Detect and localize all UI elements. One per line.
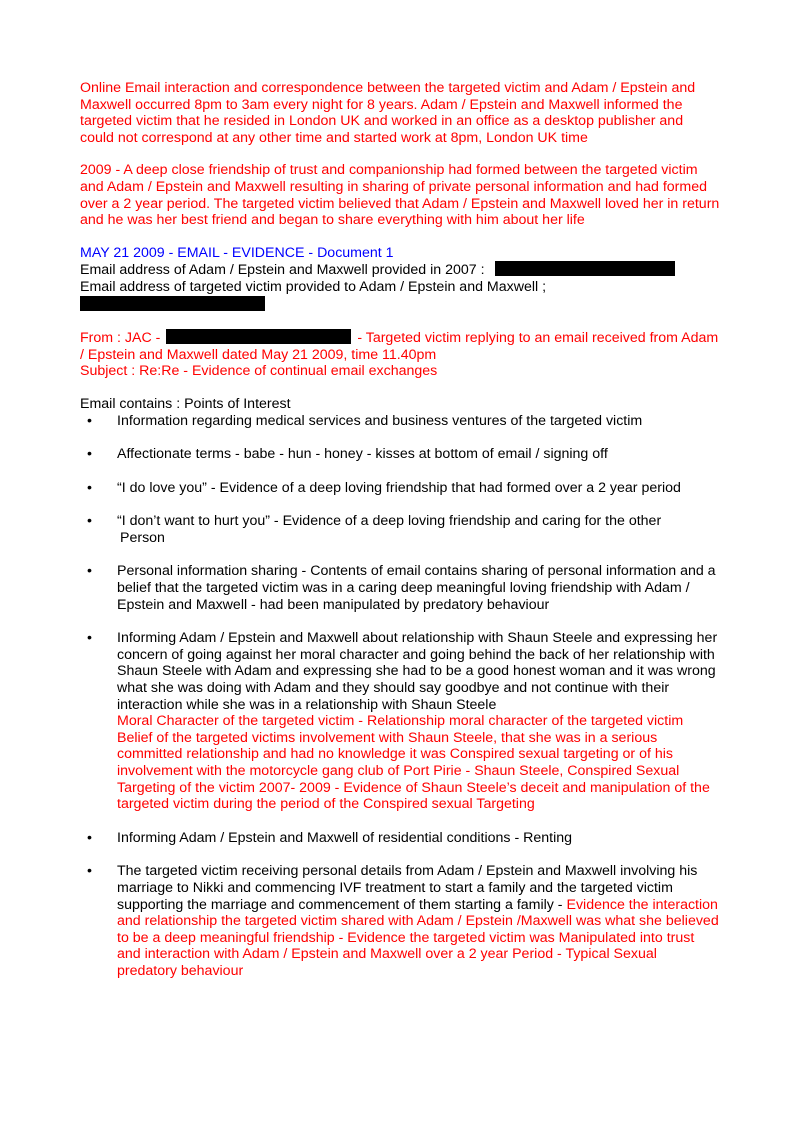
intro-paragraph-friendship: 2009 - A deep close friendship of trust and companionship had formed between the targeted victim and Adam / Epstein and Maxwell resulting in sharing of private personal information and had formed over a 2 year period. The targeted victim believed that Adam / Epstein and Maxwell loved her in return and he was her best friend and began to share everything with him about her life: [80, 162, 720, 229]
point-text-continuation: Person: [120, 529, 165, 546]
document-page: [80, 80, 720, 997]
redacted-sender-email: [166, 329, 351, 344]
point-text: Information regarding medical services and business ventures of the targeted victim: [117, 412, 643, 429]
email-from-description: - Targeted victim replying to an email received from Adam / Epstein and Maxwell dated May 21 2009, time 11.40pm: [80, 330, 719, 363]
point-text: “I do love you” - Evidence of a deep loving friendship that had formed over a 2 year period: [117, 479, 681, 496]
victim-email-address-line: [80, 296, 720, 314]
list-item: [80, 513, 720, 546]
list-item: [80, 413, 720, 430]
email-from-label: From : JAC -: [80, 330, 161, 347]
point-text-highlight: Evidence the interaction and relationship the targeted victim shared with Adam / Epstein /Maxwell was what she believed to be a deep meaningful friendship - Evidence the targeted victim was Manipulated into trust and interaction with Adam / Epstein and Maxwell over a 2 year Period - Typical Sexual predatory behaviour: [117, 896, 719, 979]
point-text: Informing Adam / Epstein and Maxwell of residential conditions - Renting: [117, 829, 573, 846]
points-of-interest-list: [80, 413, 720, 980]
point-text: Affectionate terms - babe - hun - honey - kisses at bottom of email / signing off: [117, 446, 608, 463]
list-item: [80, 630, 720, 813]
email-from-line: [80, 329, 720, 363]
list-item: [80, 830, 720, 847]
list-item: [80, 863, 720, 979]
victim-email-address-label: Email address of targeted victim provided to Adam / Epstein and Maxwell ;: [80, 278, 547, 295]
point-text: Personal information sharing - Contents of email contains sharing of personal information and a belief that the targeted victim was in a caring deep meaningful loving friendship with Adam / Epstein and Maxwell - had been manipulated by predatory behaviour: [117, 563, 716, 613]
list-item: [80, 446, 720, 463]
email-subject: Subject : Re:Re - Evidence of continual email exchanges: [80, 363, 438, 380]
evidence-block: [80, 245, 720, 980]
evidence-heading: MAY 21 2009 - EMAIL - EVIDENCE - Document 1: [80, 244, 394, 261]
point-text: Informing Adam / Epstein and Maxwell about relationship with Shaun Steele and expressing her concern of going against her moral character and going behind the back of her relationship with Shaun Steele with Adam and expressing she had to be a good honest woman and it was wrong what she was doing with Adam and they should say goodbye and not continue with their interaction while she was in a relationship with Shaun Steele: [117, 630, 718, 713]
list-item: [80, 480, 720, 497]
point-text: “I don’t want to hurt you” - Evidence of a deep loving friendship and caring for the other: [117, 513, 662, 530]
list-item: [80, 563, 720, 613]
adam-email-address-line: [80, 261, 720, 279]
intro-paragraph-schedule: Online Email interaction and correspondence between the targeted victim and Adam / Epstein and Maxwell occurred 8pm to 3am every night for 8 years. Adam / Epstein and Maxwell informed the targeted victim that he resided in London UK and worked in an office as a desktop publisher and could not correspond at any other time and started work at 8pm, London UK time: [80, 80, 696, 146]
points-of-interest-label: Email contains : Points of Interest: [80, 395, 291, 412]
adam-email-address-label: Email address of Adam / Epstein and Maxwell provided in 2007 :: [80, 262, 485, 279]
redacted-adam-email: [495, 261, 675, 276]
point-text-highlight: Moral Character of the targeted victim - Relationship moral character of the targeted victim Belief of the targeted victims involvement with Shaun Steele, that she was in a serious committed relationship and had no knowledge it was Conspired sexual targeting or of his involvement with the motorcycle gang club of Port Pirie - Shaun Steele, Conspired Sexual Targeting of the victim 2007- 2009 - Evidence of Shaun Steele’s deceit and manipulation of the targeted victim during the period of the Conspired sexual Targeting: [117, 713, 710, 813]
point-text: The targeted victim receiving personal details from Adam / Epstein and Maxwell involving his marriage to Nikki and commencing IVF treatment to start a family and the targeted victim supporting the marriage and commencement of them starting a family -: [117, 863, 698, 913]
redacted-victim-email: [80, 296, 265, 311]
